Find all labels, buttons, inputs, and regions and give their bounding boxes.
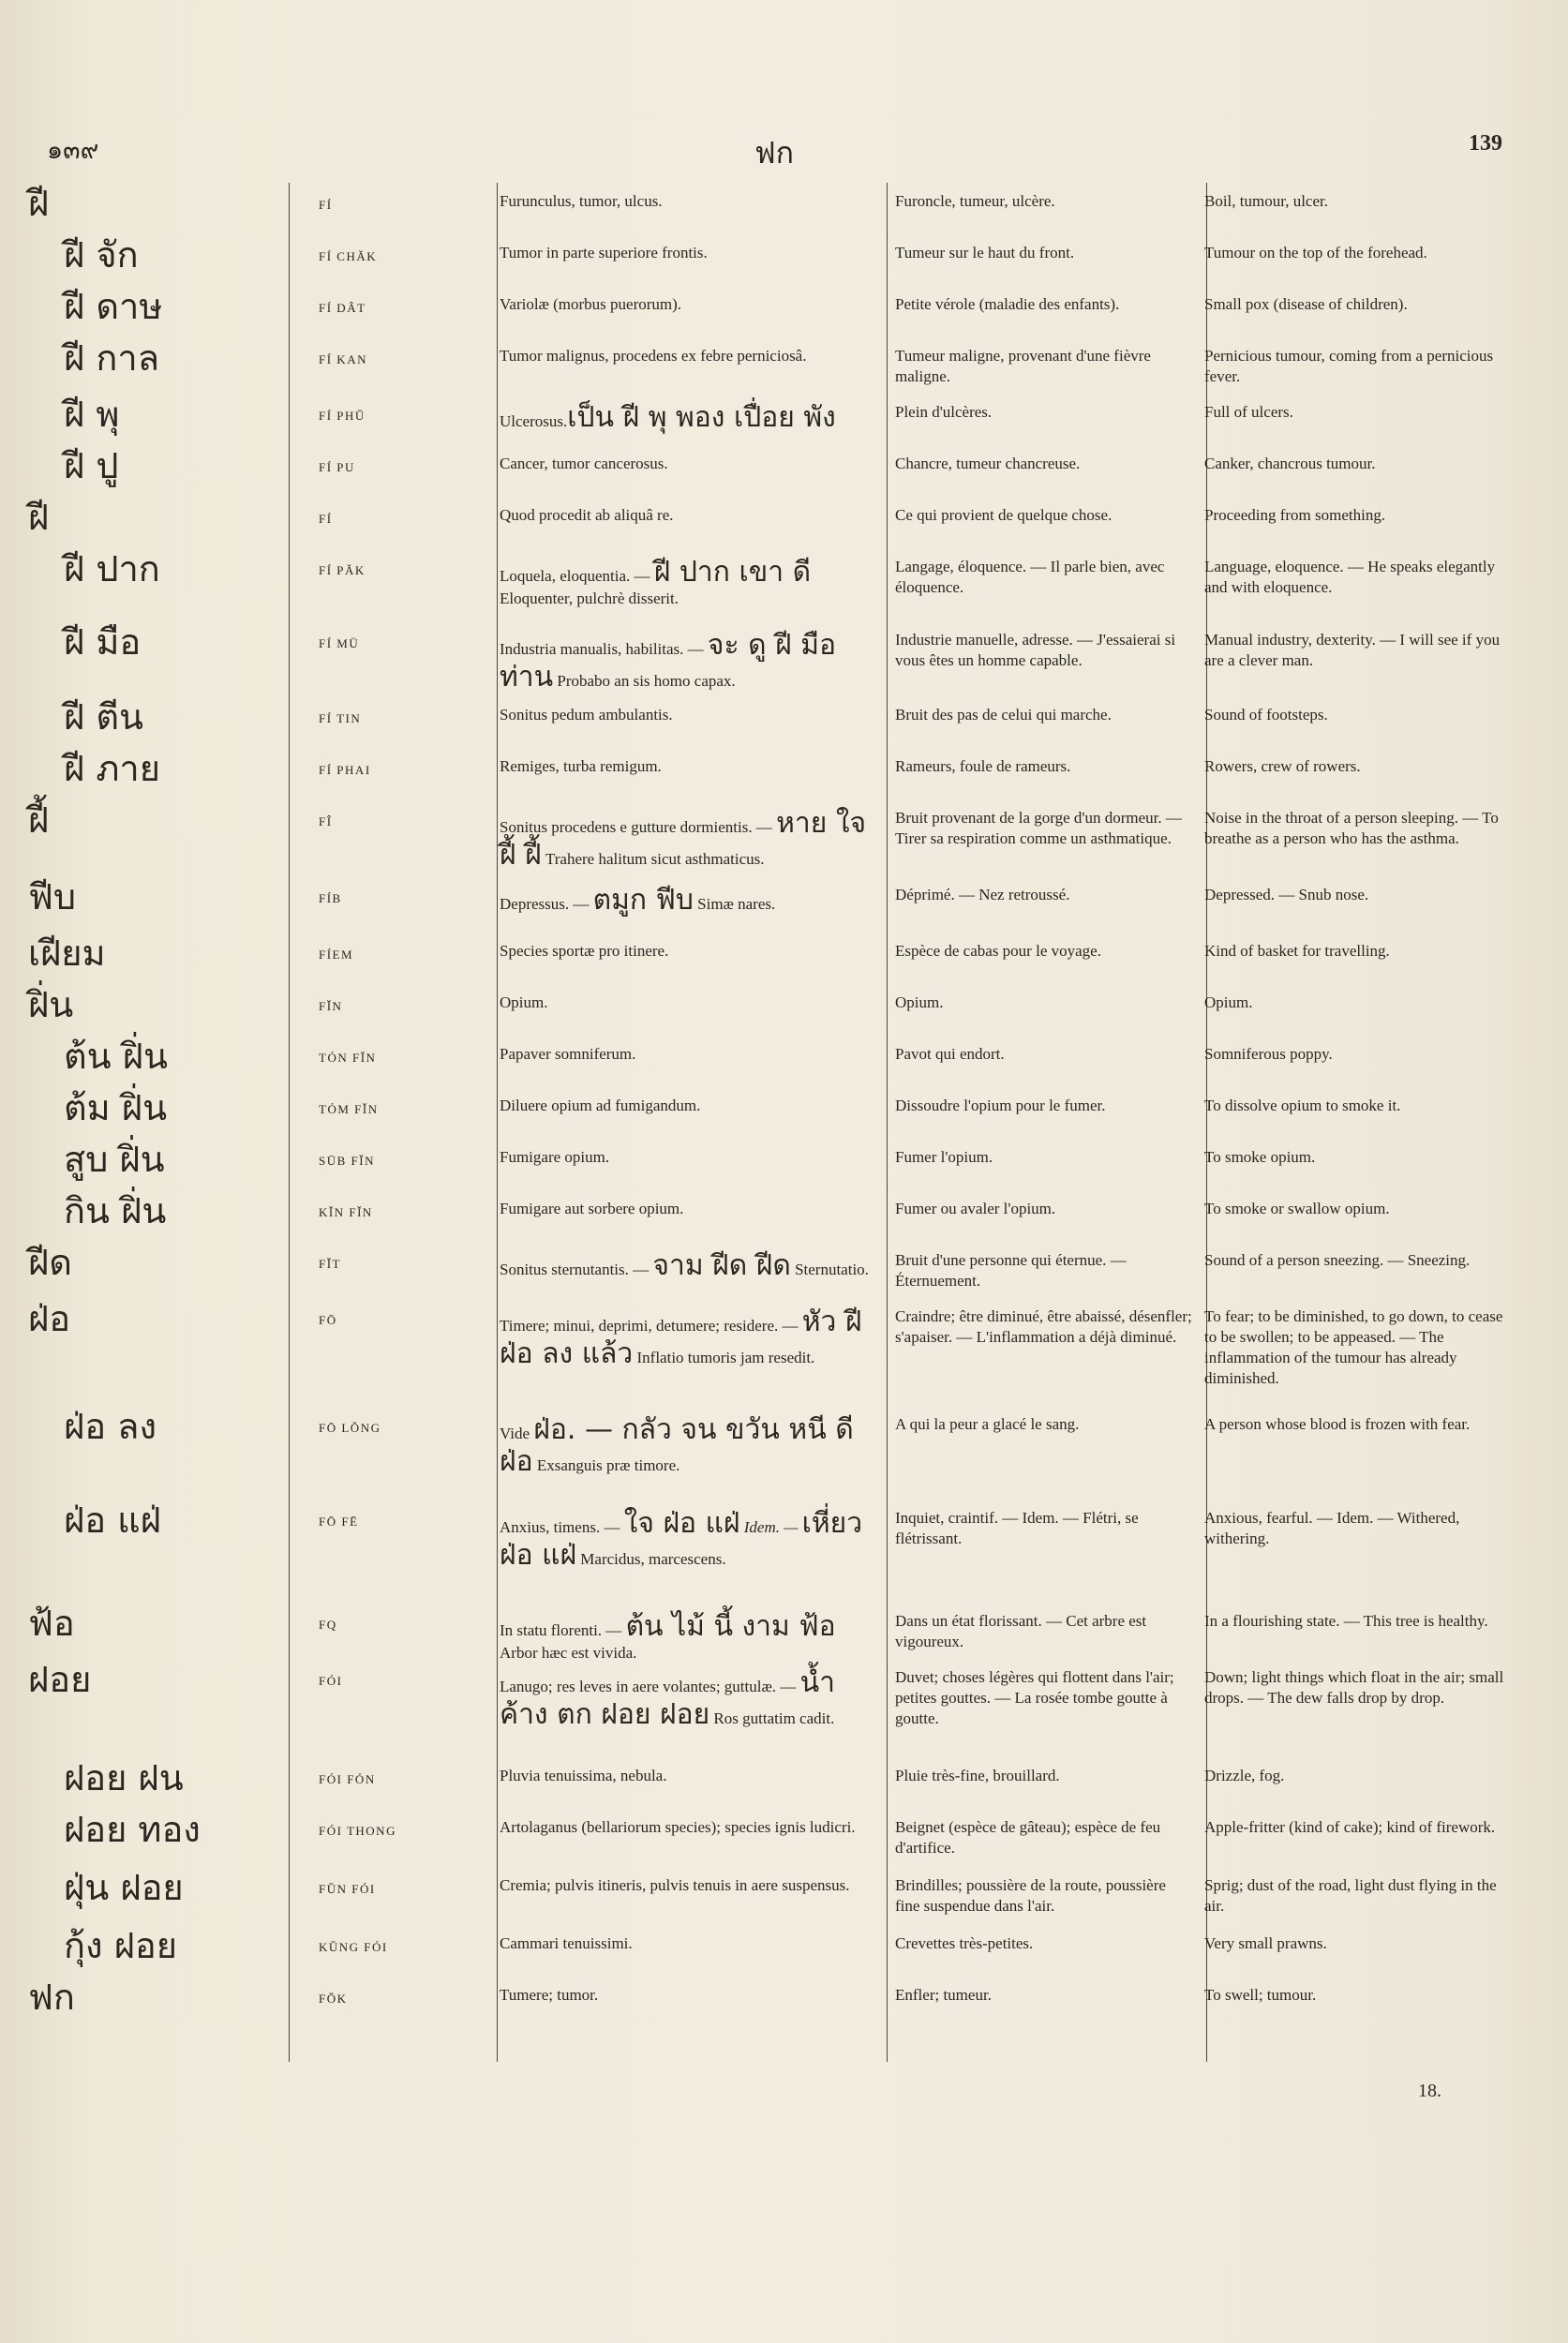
- latin-thai: ฝ่อ. — กลัว จน ขวัน หนี ดี ฝ่อ: [500, 1413, 854, 1478]
- thai-headword: ฝี ดาษ: [64, 286, 163, 327]
- thai-headword: ฝอย ฝน: [64, 1757, 184, 1798]
- french-definition: Industrie manuelle, adresse. — J'essaierai si vous êtes un homme capable.: [895, 631, 1176, 669]
- latin: Vide: [500, 1425, 534, 1442]
- latin-thai: จะ ดู ฝี มือ ท่าน: [500, 629, 837, 694]
- latin-definition: [500, 808, 874, 872]
- latin-definition: [500, 941, 874, 962]
- latin-definition: [500, 705, 874, 725]
- english-definition: Down; light things which float in the air; small drops. — The dew falls drop by drop.: [1204, 1668, 1504, 1707]
- latin: Tumor malignus, procedens ex febre perniciosâ.: [500, 347, 807, 365]
- latin-thai: ฝี ปาก เขา ดี: [653, 556, 812, 589]
- latin: Quod procedit ab aliquâ re.: [500, 506, 674, 524]
- latin: Cremia; pulvis itineris, pulvis tenuis in aere suspensus.: [500, 1876, 850, 1894]
- french-definition: Tumeur maligne, provenant d'une fièvre maligne.: [895, 347, 1151, 385]
- latin-definition: [500, 191, 874, 212]
- romanization: FÍ MÜ: [319, 636, 360, 650]
- latin: Furunculus, tumor, ulcus.: [500, 192, 663, 210]
- latin: Artolaganus (bellariorum species); species ignis ludicri.: [500, 1818, 856, 1836]
- thai-headword: กิน ฝิ่น: [64, 1190, 167, 1231]
- english-definition: Apple-fritter (kind of cake); kind of firework.: [1204, 1818, 1496, 1836]
- thai-headword: กุ้ง ฝอย: [64, 1925, 177, 1966]
- latin-definition: [500, 1985, 874, 2006]
- english-definition: Boil, tumour, ulcer.: [1204, 192, 1328, 210]
- latin-definition: [500, 1044, 874, 1065]
- table-row: [0, 1087, 1568, 1139]
- french-definition: Pluie très-fine, brouillard.: [895, 1767, 1060, 1784]
- table-row: [0, 548, 1568, 621]
- romanization: FQ: [319, 1618, 337, 1632]
- thai-headword: ฝี ปู: [64, 445, 119, 486]
- table-row: [0, 1036, 1568, 1087]
- table-row: [0, 1977, 1568, 2028]
- romanization: FÓI FỎN: [319, 1772, 376, 1786]
- english-definition: Tumour on the top of the forehead.: [1204, 244, 1427, 261]
- latin-definition: [500, 1508, 874, 1572]
- latin-thai: ตมูก ฟีบ: [592, 884, 694, 917]
- english-definition: Sound of a person sneezing. — Sneezing.: [1204, 1251, 1471, 1269]
- romanization: FÍEM: [319, 948, 354, 962]
- english-definition: To smoke opium.: [1204, 1148, 1316, 1166]
- english-definition: Drizzle, fog.: [1204, 1767, 1285, 1784]
- latin: Timere; minui, deprimi, detumere; residere. —: [500, 1317, 802, 1335]
- thai-headword: ฝี ภาย: [64, 748, 160, 789]
- english-definition: Manual industry, dexterity. — I will see if you are a clever man.: [1204, 631, 1501, 669]
- french-definition: Tumeur sur le haut du front.: [895, 244, 1075, 261]
- latin: Ulcerosus.: [500, 412, 568, 430]
- latin-thai: เป็น ฝี พุ พอง เปื่อย พัง: [567, 401, 836, 434]
- french-definition: Petite vérole (maladie des enfants).: [895, 295, 1120, 313]
- thai-headword: ฝี มือ: [64, 621, 142, 663]
- latin-definition: [500, 1667, 874, 1731]
- romanization: FÍB: [319, 891, 342, 905]
- latin-definition: [500, 1933, 874, 1954]
- latin2: Trahere halitum sicut asthmaticus.: [541, 850, 765, 868]
- english-definition: A person whose blood is frozen with fear.: [1204, 1415, 1471, 1433]
- romanization: FŎK: [319, 1992, 348, 2006]
- latin2: Marcidus, marcescens.: [576, 1550, 726, 1568]
- english-definition: Kind of basket for travelling.: [1204, 942, 1390, 960]
- french-definition: Duvet; choses légères qui flottent dans l'air; petites gouttes. — La rosée tombe goutte à goutte.: [895, 1668, 1174, 1727]
- latin: Cancer, tumor cancerosus.: [500, 455, 668, 472]
- french-definition: Dans un état florissant. — Cet arbre est vigoureux.: [895, 1612, 1147, 1650]
- thai-headword: ฟีบ: [28, 876, 77, 918]
- english-definition: Anxious, fearful. — Idem. — Withered, withering.: [1204, 1509, 1460, 1547]
- latin: Tumere; tumor.: [500, 1986, 599, 2004]
- latin: Variolæ (morbus puerorum).: [500, 295, 682, 313]
- french-definition: Bruit des pas de celui qui marche.: [895, 706, 1112, 724]
- latin-definition: [500, 885, 874, 917]
- french-definition: Bruit provenant de la gorge d'un dormeur. — Tirer sa respiration comme un asthmatique.: [895, 809, 1182, 847]
- latin2: Arbor hæc est vivida.: [500, 1644, 637, 1662]
- latin2: Inflatio tumoris jam resedit.: [633, 1349, 815, 1366]
- table-row: [0, 1925, 1568, 1977]
- romanization: FÍ TIN: [319, 711, 362, 725]
- latin-thai: ใจ ฝ่อ แฝ่: [623, 1507, 740, 1540]
- romanization: FÍ PHAI: [319, 763, 371, 777]
- table-row: [0, 183, 1568, 234]
- english-definition: Sprig; dust of the road, light dust flying in the air.: [1204, 1876, 1497, 1915]
- latin2: Probabo an sis homo capax.: [553, 672, 736, 690]
- thai-headword: ฝ่อ: [28, 1298, 71, 1339]
- french-definition: Déprimé. — Nez retroussé.: [895, 886, 1070, 903]
- table-row: [0, 445, 1568, 497]
- latin: Depressus. —: [500, 895, 593, 913]
- thai-headword: ฝีด: [28, 1242, 72, 1283]
- latin: Sonitus sternutantis. —: [500, 1261, 653, 1278]
- french-definition: Craindre; être diminué, être abaissé, désenfler; s'apaiser. — L'inflammation a déjà diminué.: [895, 1307, 1192, 1346]
- french-definition: Opium.: [895, 993, 944, 1011]
- latin-thai: ต้น ไม้ นี้ งาม ฟ้อ: [625, 1610, 836, 1643]
- latin: Lanugo; res leves in aere volantes; guttulæ. —: [500, 1678, 800, 1695]
- latin-definition: [500, 630, 874, 694]
- english-definition: Sound of footsteps.: [1204, 706, 1328, 724]
- thai-headword: ฝี พุ: [64, 394, 120, 435]
- latin: Industria manualis, habilitas. —: [500, 640, 708, 658]
- latin: Opium.: [500, 993, 548, 1011]
- latin: In statu florenti. —: [500, 1621, 626, 1639]
- english-definition: To fear; to be diminished, to go down, to cease to be swollen; to be appeased. — The inflammation of the tumour has already diminished.: [1204, 1307, 1503, 1387]
- latin: Diluere opium ad fumigandum.: [500, 1097, 701, 1114]
- romanization: FÎ: [319, 814, 333, 828]
- english-definition: To smoke or swallow opium.: [1204, 1200, 1390, 1217]
- latin-definition: [500, 557, 874, 609]
- english-definition: Somniferous poppy.: [1204, 1045, 1333, 1063]
- latin-definition: [500, 1096, 874, 1116]
- table-row: [0, 799, 1568, 876]
- english-definition: Opium.: [1204, 993, 1253, 1011]
- romanization: FÍ KAN: [319, 352, 367, 366]
- thai-headword: ฝิ่น: [28, 984, 74, 1025]
- section-header: ฟก: [754, 135, 795, 171]
- latin: Remiges, turba remigum.: [500, 757, 662, 775]
- english-definition: Rowers, crew of rowers.: [1204, 757, 1361, 775]
- latin: Species sportæ pro itinere.: [500, 942, 669, 960]
- french-definition: Espèce de cabas pour le voyage.: [895, 942, 1101, 960]
- table-row: [0, 337, 1568, 394]
- romanization: FÓI THONG: [319, 1824, 396, 1838]
- table-row: [0, 1242, 1568, 1298]
- table-row: [0, 497, 1568, 548]
- latin2: Eloquenter, pulchrè disserit.: [500, 589, 679, 607]
- thai-headword: ต้น ฝิ่น: [64, 1036, 168, 1077]
- thai-headword: เฝียม: [28, 933, 106, 974]
- latin-definition: [500, 1306, 874, 1370]
- latin: Pluvia tenuissima, nebula.: [500, 1767, 667, 1784]
- french-definition: Bruit d'une personne qui éternue. — Éternuement.: [895, 1251, 1127, 1290]
- english-definition: Depressed. — Snub nose.: [1204, 886, 1369, 903]
- latin: Sonitus pedum ambulantis.: [500, 706, 673, 724]
- french-definition: A qui la peur a glacé le sang.: [895, 1415, 1080, 1433]
- latin-definition: [500, 1414, 874, 1478]
- romanization: FÍ CHĂK: [319, 249, 378, 263]
- english-definition: To dissolve opium to smoke it.: [1204, 1097, 1401, 1114]
- latin-thai: น้ำ ค้าง ตก ฝอย ฝอย: [500, 1666, 835, 1731]
- romanization: FǓN FÓI: [319, 1882, 376, 1896]
- romanization: TỎM FǏN: [319, 1102, 379, 1116]
- table-row: [0, 1406, 1568, 1500]
- romanization: FǏT: [319, 1257, 341, 1271]
- thai-headword: ฝี กาล: [64, 337, 159, 379]
- thai-headword: ฝี้: [28, 799, 50, 841]
- romanization: FÍ DÂT: [319, 301, 366, 315]
- table-row: [0, 1809, 1568, 1867]
- french-definition: Ce qui provient de quelque chose.: [895, 506, 1113, 524]
- french-definition: Chancre, tumeur chancreuse.: [895, 455, 1081, 472]
- thai-headword: ต้ม ฝิ่น: [64, 1087, 168, 1128]
- thai-headword: ฝ่อ แฝ่: [64, 1500, 161, 1541]
- english-definition: Language, eloquence. — He speaks elegantly and with eloquence.: [1204, 558, 1496, 596]
- thai-headword: ฟ้อ: [28, 1603, 75, 1644]
- romanization: FÍ PHŬ: [319, 409, 366, 423]
- english-definition: Full of ulcers.: [1204, 403, 1293, 421]
- latin-definition: [500, 1611, 874, 1664]
- latin-definition: [500, 1817, 874, 1838]
- english-definition: Pernicious tumour, coming from a pernicious fever.: [1204, 347, 1494, 385]
- english-definition: Very small prawns.: [1204, 1934, 1327, 1952]
- table-row: [0, 984, 1568, 1036]
- table-row: [0, 1500, 1568, 1603]
- latin: Fumigare aut sorbere opium.: [500, 1200, 684, 1217]
- latin-definition: [500, 505, 874, 526]
- latin-thai: จาม ฝีด ฝีด: [652, 1249, 791, 1282]
- table-row: [0, 286, 1568, 337]
- table-row: [0, 1190, 1568, 1242]
- latin2: Exsanguis præ timore.: [532, 1456, 680, 1474]
- latin-definition: [500, 1250, 874, 1282]
- thai-headword: ฝุ่น ฝอย: [64, 1867, 184, 1908]
- english-definition: In a flourishing state. — This tree is healthy.: [1204, 1612, 1488, 1630]
- french-definition: Langage, éloquence. — Il parle bien, avec éloquence.: [895, 558, 1165, 596]
- table-row: [0, 1659, 1568, 1757]
- table-row: [0, 234, 1568, 286]
- french-definition: Enfler; tumeur.: [895, 1986, 992, 2004]
- latin: Anxius, timens. —: [500, 1518, 624, 1536]
- latin-definition: [500, 402, 874, 434]
- french-definition: Plein d'ulcères.: [895, 403, 993, 421]
- latin-definition: [500, 346, 874, 366]
- latin: Fumigare opium.: [500, 1148, 610, 1166]
- thai-headword: ฝี: [28, 183, 50, 224]
- latin-definition: [500, 992, 874, 1013]
- french-definition: Dissoudre l'opium pour le fumer.: [895, 1097, 1106, 1114]
- romanization: FŌ FĒ: [319, 1515, 359, 1529]
- thai-headword: ฝี ตีน: [64, 696, 143, 738]
- entry-list: [0, 183, 1568, 2062]
- folio-mark: 18.: [1418, 2081, 1441, 2101]
- table-row: [0, 748, 1568, 799]
- table-row: [0, 876, 1568, 933]
- thai-headword: ฝอย: [28, 1659, 92, 1700]
- page-number: 139: [1469, 131, 1502, 156]
- french-definition: Brindilles; poussière de la route, poussière fine suspendue dans l'air.: [895, 1876, 1166, 1915]
- table-row: [0, 933, 1568, 984]
- latin: Tumor in parte superiore frontis.: [500, 244, 708, 261]
- english-definition: Proceeding from something.: [1204, 506, 1386, 524]
- thai-headword: ฝี จัก: [64, 234, 139, 276]
- latin-definition: [500, 1147, 874, 1168]
- latin: Loquela, eloquentia. —: [500, 567, 654, 585]
- table-row: [0, 1139, 1568, 1190]
- thai-headword: ฟก: [28, 1977, 75, 2018]
- romanization: SŪB FǏN: [319, 1154, 375, 1168]
- english-definition: Small pox (disease of children).: [1204, 295, 1408, 313]
- latin-thai: หัว ฝี ฝ่อ ลง แล้ว: [500, 1306, 862, 1370]
- table-row: [0, 1867, 1568, 1925]
- thai-headword: ฝ่อ ลง: [64, 1406, 157, 1447]
- romanization: FŌ LŎNG: [319, 1421, 381, 1435]
- latin-thai2: เหี่ยว ฝ่อ แฝ่: [500, 1507, 863, 1572]
- thai-headword: สูบ ฝิ่น: [64, 1139, 165, 1180]
- french-definition: Beignet (espèce de gâteau); espèce de feu d'artifice.: [895, 1818, 1161, 1857]
- romanization: FÍ PĂK: [319, 563, 366, 577]
- latin-definition: [500, 1875, 874, 1896]
- french-definition: Fumer ou avaler l'opium.: [895, 1200, 1056, 1217]
- latin2: Simæ nares.: [693, 895, 776, 913]
- latin-definition: [500, 294, 874, 315]
- french-definition: Furoncle, tumeur, ulcère.: [895, 192, 1055, 210]
- romanization: FŌ: [319, 1313, 337, 1327]
- latin-definition: [500, 454, 874, 474]
- french-definition: Inquiet, craintif. — Idem. — Flétri, se flétrissant.: [895, 1509, 1139, 1547]
- latin-definition: [500, 1199, 874, 1219]
- table-row: [0, 394, 1568, 445]
- english-definition: Canker, chancrous tumour.: [1204, 455, 1376, 472]
- romanization: FÍ: [319, 198, 333, 212]
- table-row: [0, 1757, 1568, 1809]
- table-row: [0, 696, 1568, 748]
- thai-headword: ฝอย ทอง: [64, 1809, 201, 1850]
- table-row: [0, 621, 1568, 696]
- french-definition: Pavot qui endort.: [895, 1045, 1005, 1063]
- french-definition: Rameurs, foule de rameurs.: [895, 757, 1071, 775]
- romanization: TỎN FǏN: [319, 1051, 377, 1065]
- latin-definition: [500, 243, 874, 263]
- latin: Cammari tenuissimi.: [500, 1934, 633, 1952]
- latin-it: Idem. —: [739, 1518, 802, 1536]
- thai-headword: ฝี ปาก: [64, 548, 160, 589]
- romanization: FǏN: [319, 999, 343, 1013]
- latin: Sonitus procedens e gutture dormientis. —: [500, 818, 777, 836]
- french-definition: Fumer l'opium.: [895, 1148, 993, 1166]
- latin-definition: [500, 756, 874, 777]
- french-definition: Crevettes très-petites.: [895, 1934, 1034, 1952]
- table-row: [0, 1603, 1568, 1662]
- latin-definition: [500, 1766, 874, 1786]
- english-definition: Noise in the throat of a person sleeping. — To breathe as a person who has the asthma.: [1204, 809, 1499, 847]
- romanization: KǓNG FÓI: [319, 1940, 388, 1954]
- thai-headword: ฝี: [28, 497, 50, 538]
- latin2: Sternutatio.: [790, 1261, 869, 1278]
- romanization: FÓI: [319, 1674, 343, 1688]
- latin-thai: หาย ใจ ฝี้ ฝี้: [500, 807, 867, 872]
- latin: Papaver somniferum.: [500, 1045, 636, 1063]
- romanization: FÍ: [319, 512, 333, 526]
- english-definition: To swell; tumour.: [1204, 1986, 1317, 2004]
- table-row: [0, 1298, 1568, 1406]
- romanization: KǏN FǏN: [319, 1205, 373, 1219]
- page-number-thai: ๑๓๙: [47, 136, 99, 165]
- romanization: FÍ PU: [319, 460, 355, 474]
- latin2: Ros guttatim cadit.: [709, 1709, 835, 1727]
